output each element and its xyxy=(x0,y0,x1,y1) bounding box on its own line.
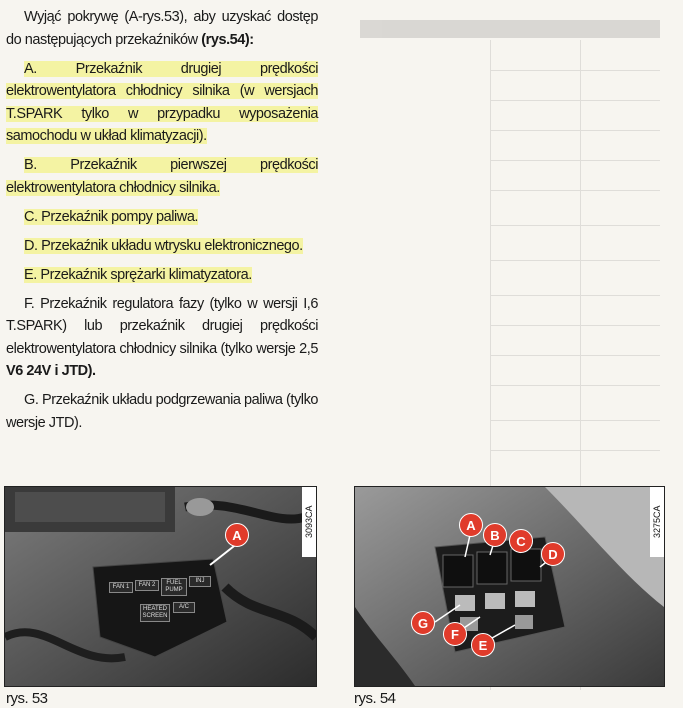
callout-a: A xyxy=(459,513,483,537)
intro-paragraph xyxy=(6,6,318,51)
relay-item-g xyxy=(6,389,318,434)
fuse-label: FAN 1 xyxy=(109,582,133,593)
relay-item-c xyxy=(6,206,318,229)
figure-reference: (rys.54): xyxy=(201,31,254,48)
callout-f: F xyxy=(443,622,467,646)
figure-53-photo xyxy=(4,486,317,687)
figure-54-photo xyxy=(354,486,665,687)
relay-text-bold: V6 24V i JTD). xyxy=(6,363,96,379)
callout-c: C xyxy=(509,529,533,553)
relay-item-e xyxy=(6,264,318,287)
fuse-label: FUEL PUMP xyxy=(161,578,187,596)
relay-text: E. Przekaźnik sprężarki klimatyzatora. xyxy=(24,266,252,283)
callout-e: E xyxy=(471,633,495,657)
relay-item-b xyxy=(6,154,318,199)
relay-text: C. Przekaźnik pompy paliwa. xyxy=(24,208,199,225)
relay-item-f xyxy=(6,293,318,383)
relay-item-d xyxy=(6,235,318,258)
figure-53-caption: rys. 53 xyxy=(6,690,48,707)
callout-a: A xyxy=(225,523,249,547)
fuse-label: A/C xyxy=(173,602,195,613)
relay-item-a xyxy=(6,58,318,148)
figure-code: 3093CA xyxy=(302,487,316,557)
figure-54-caption: rys. 54 xyxy=(354,690,396,707)
fuse-label: FAN 2 xyxy=(135,580,159,591)
callout-b: B xyxy=(483,523,507,547)
callout-d: D xyxy=(541,542,565,566)
fuse-label: INJ xyxy=(189,576,211,587)
relay-text: D. Przekaźnik układu wtrysku elektronicznego. xyxy=(24,237,303,254)
relay-box-illustration xyxy=(355,487,664,686)
relay-text: F. Przekaźnik regulatora fazy (tylko w wersji I,6 T.SPARK) lub przekaźnik drugiej prędkości elektrowentylatora chłodnicy silnika (tylko wersje 2,5 xyxy=(6,295,318,357)
relay-text: G. Przekaźnik układu podgrzewania paliwa (tylko wersje JTD). xyxy=(6,392,318,431)
body-text xyxy=(6,6,318,441)
intro-text: Wyjąć pokrywę (A-rys.53), aby uzyskać dostęp do następujących przekaźników xyxy=(6,9,318,48)
fuse-label: HEATED SCREEN xyxy=(140,604,170,622)
relay-text: B. Przekaźnik pierwszej prędkości elektrowentylatora chłodnicy silnika. xyxy=(6,157,318,196)
relay-text: A. Przekaźnik drugiej prędkości elektrowentylatora chłodnicy silnika (w wersjach T.SPARK tylko w przypadku wyposażenia samochodu w układ klimatyzacji). xyxy=(6,60,318,144)
figure-code: 3275CA xyxy=(650,487,664,557)
callout-g: G xyxy=(411,611,435,635)
